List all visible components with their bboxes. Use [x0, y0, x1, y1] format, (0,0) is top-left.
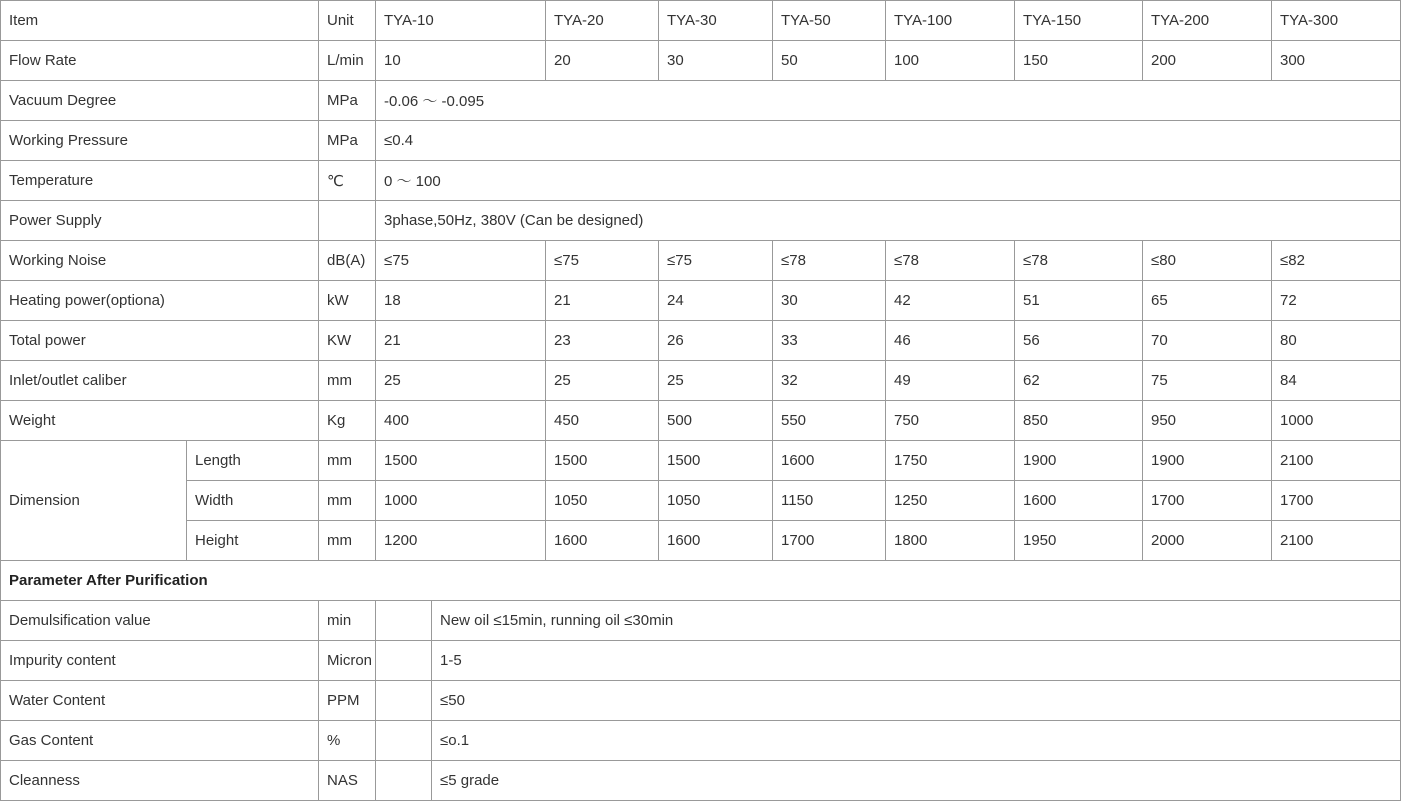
cell-value: 1750 [886, 441, 1015, 481]
row-sublabel: Width [187, 481, 319, 521]
cell-value-span: 1-5 [432, 641, 1401, 681]
cell-value: 2000 [1143, 521, 1272, 561]
dimension-label: Dimension [1, 441, 187, 561]
row-label: Gas Content [1, 721, 319, 761]
row-unit: mm [319, 521, 376, 561]
row-label: Temperature [1, 161, 319, 201]
row-unit: KW [319, 321, 376, 361]
cell-value: 18 [376, 281, 546, 321]
cell-value: 550 [773, 401, 886, 441]
cell-value: 1600 [1015, 481, 1143, 521]
cell-value: 10 [376, 41, 546, 81]
cell-value-span: ≤5 grade [432, 761, 1401, 801]
cell-value: 65 [1143, 281, 1272, 321]
cell-value: 200 [1143, 41, 1272, 81]
row-unit: mm [319, 361, 376, 401]
cell-value: 1500 [546, 441, 659, 481]
cell-value: ≤82 [1272, 241, 1401, 281]
row-unit: kW [319, 281, 376, 321]
header-model: TYA-10 [376, 1, 546, 41]
section-row [1, 561, 1401, 601]
cell-value: 1250 [886, 481, 1015, 521]
header-model: TYA-20 [546, 1, 659, 41]
cell-value: 500 [659, 401, 773, 441]
cell-value: 100 [886, 41, 1015, 81]
row-sublabel: Length [187, 441, 319, 481]
table-row [1, 401, 1401, 441]
table-row [1, 321, 1401, 361]
cell-value: 84 [1272, 361, 1401, 401]
cell-value: 42 [886, 281, 1015, 321]
cell-value: 450 [546, 401, 659, 441]
table-row [1, 241, 1401, 281]
cell-value: 1600 [546, 521, 659, 561]
cell-value: ≤80 [1143, 241, 1272, 281]
cell-value: 25 [546, 361, 659, 401]
cell-value: ≤75 [376, 241, 546, 281]
row-label: Working Noise [1, 241, 319, 281]
table-row [1, 761, 1401, 801]
cell-value: 23 [546, 321, 659, 361]
header-model: TYA-50 [773, 1, 886, 41]
table-row [1, 721, 1401, 761]
cell-value: 1500 [376, 441, 546, 481]
cell-value: 1050 [659, 481, 773, 521]
cell-value: 62 [1015, 361, 1143, 401]
row-unit: L/min [319, 41, 376, 81]
table-row [1, 641, 1401, 681]
cell-value: 70 [1143, 321, 1272, 361]
row-unit: dB(A) [319, 241, 376, 281]
cell-value: 2100 [1272, 441, 1401, 481]
table-row [1, 81, 1401, 121]
cell-value-span: ≤o.1 [432, 721, 1401, 761]
cell-value: 1000 [376, 481, 546, 521]
row-unit: NAS [319, 761, 376, 801]
row-label: Flow Rate [1, 41, 319, 81]
cell-value: 51 [1015, 281, 1143, 321]
cell-value: 1700 [1272, 481, 1401, 521]
cell-value: 50 [773, 41, 886, 81]
cell-value: 46 [886, 321, 1015, 361]
cell-value: 1600 [659, 521, 773, 561]
row-unit [319, 201, 376, 241]
header-model: TYA-300 [1272, 1, 1401, 41]
cell-value: 300 [1272, 41, 1401, 81]
row-unit: PPM [319, 681, 376, 721]
cell-value: 30 [773, 281, 886, 321]
cell-value: 80 [1272, 321, 1401, 361]
row-sublabel: Height [187, 521, 319, 561]
cell-value: 24 [659, 281, 773, 321]
table-row [1, 41, 1401, 81]
row-label: Water Content [1, 681, 319, 721]
row-unit: Kg [319, 401, 376, 441]
cell-value: 1950 [1015, 521, 1143, 561]
row-label: Heating power(optiona) [1, 281, 319, 321]
cell-value: 150 [1015, 41, 1143, 81]
cell-value-span: New oil ≤15min, running oil ≤30min [432, 601, 1401, 641]
section-title: Parameter After Purification [1, 561, 1401, 601]
cell-value: 950 [1143, 401, 1272, 441]
row-label: Inlet/outlet caliber [1, 361, 319, 401]
row-unit: mm [319, 441, 376, 481]
row-unit: mm [319, 481, 376, 521]
table-row [1, 201, 1401, 241]
cell-value: 1900 [1143, 441, 1272, 481]
header-row [1, 1, 1401, 41]
table-row [1, 121, 1401, 161]
header-model: TYA-30 [659, 1, 773, 41]
cell-value: ≤78 [886, 241, 1015, 281]
cell-value: 75 [1143, 361, 1272, 401]
table-row [1, 361, 1401, 401]
spacer-cell [376, 721, 432, 761]
cell-value: 33 [773, 321, 886, 361]
cell-value: 1800 [886, 521, 1015, 561]
cell-value: 56 [1015, 321, 1143, 361]
row-label: Power Supply [1, 201, 319, 241]
cell-value: ≤78 [1015, 241, 1143, 281]
cell-value: 25 [376, 361, 546, 401]
cell-value-span: ≤0.4 [376, 121, 1401, 161]
cell-value: 1700 [773, 521, 886, 561]
row-label: Demulsification value [1, 601, 319, 641]
cell-value: 1150 [773, 481, 886, 521]
cell-value: 26 [659, 321, 773, 361]
table-row [1, 481, 1401, 521]
cell-value: ≤75 [659, 241, 773, 281]
cell-value: 750 [886, 401, 1015, 441]
cell-value: 49 [886, 361, 1015, 401]
cell-value-span: 0 ～ 100 [376, 161, 1401, 201]
table-row [1, 441, 1401, 481]
table-row [1, 601, 1401, 641]
header-model: TYA-100 [886, 1, 1015, 41]
spacer-cell [376, 641, 432, 681]
cell-value: 1500 [659, 441, 773, 481]
cell-value: 1000 [1272, 401, 1401, 441]
cell-value: 30 [659, 41, 773, 81]
cell-value: 21 [376, 321, 546, 361]
table-row [1, 281, 1401, 321]
cell-value: ≤75 [546, 241, 659, 281]
cell-value: 72 [1272, 281, 1401, 321]
cell-value: ≤78 [773, 241, 886, 281]
header-model: TYA-150 [1015, 1, 1143, 41]
row-label: Weight [1, 401, 319, 441]
cell-value: 32 [773, 361, 886, 401]
cell-value: 400 [376, 401, 546, 441]
cell-value: 850 [1015, 401, 1143, 441]
row-unit: MPa [319, 121, 376, 161]
table-row [1, 681, 1401, 721]
header-unit: Unit [319, 1, 376, 41]
cell-value-span: 3phase,50Hz, 380V (Can be designed) [376, 201, 1401, 241]
cell-value: 1600 [773, 441, 886, 481]
row-label: Total power [1, 321, 319, 361]
row-unit: Micron [319, 641, 376, 681]
spacer-cell [376, 681, 432, 721]
header-model: TYA-200 [1143, 1, 1272, 41]
spacer-cell [376, 761, 432, 801]
cell-value: 20 [546, 41, 659, 81]
row-unit: % [319, 721, 376, 761]
header-item: Item [1, 1, 319, 41]
cell-value: 1900 [1015, 441, 1143, 481]
row-label: Cleanness [1, 761, 319, 801]
cell-value-span: -0.06 ～ -0.095 [376, 81, 1401, 121]
row-unit: min [319, 601, 376, 641]
table-row [1, 161, 1401, 201]
cell-value: 21 [546, 281, 659, 321]
cell-value: 2100 [1272, 521, 1401, 561]
table-row [1, 521, 1401, 561]
cell-value: 25 [659, 361, 773, 401]
row-label: Impurity content [1, 641, 319, 681]
row-unit: MPa [319, 81, 376, 121]
cell-value: 1200 [376, 521, 546, 561]
cell-value: 1700 [1143, 481, 1272, 521]
row-label: Vacuum Degree [1, 81, 319, 121]
row-label: Working Pressure [1, 121, 319, 161]
cell-value-span: ≤50 [432, 681, 1401, 721]
cell-value: 1050 [546, 481, 659, 521]
spacer-cell [376, 601, 432, 641]
row-unit: ℃ [319, 161, 376, 201]
